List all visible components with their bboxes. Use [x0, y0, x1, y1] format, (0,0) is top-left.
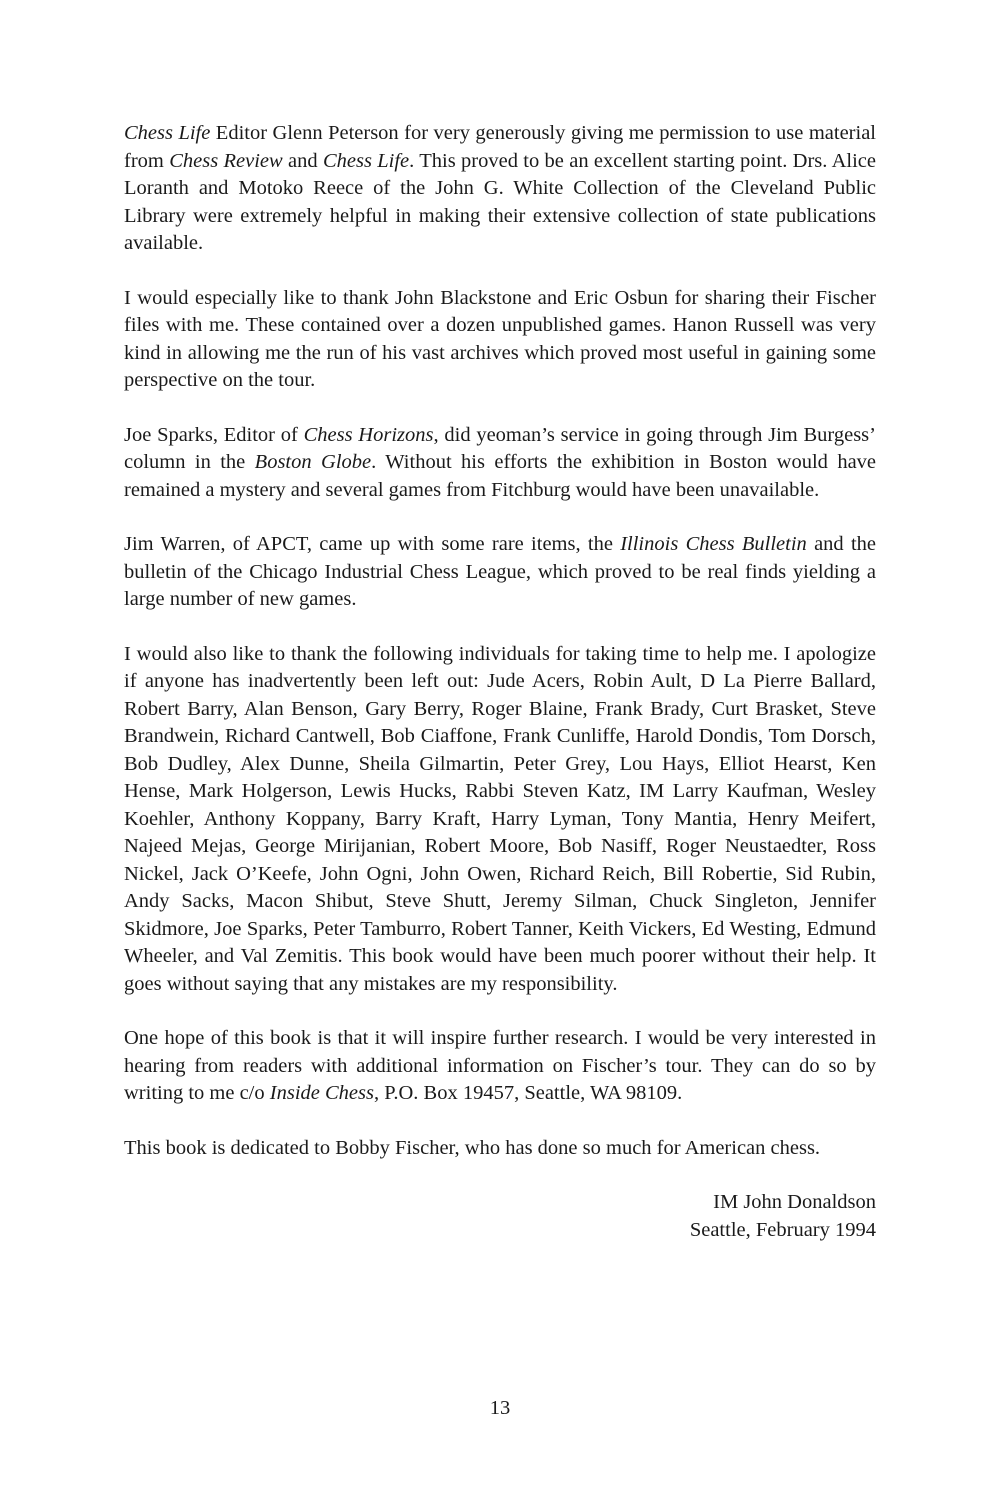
paragraph [124, 641, 876, 999]
italic-title: Illinois Chess Bulletin [620, 533, 807, 555]
text-run: One hope of this book is that it will inspire further research. I would be very interested in hearing from readers with additional information on Fischer’s tour. They can do so by writing to me c/o [124, 1027, 876, 1104]
italic-title: Chess Life [124, 122, 211, 144]
document-body [124, 120, 876, 1244]
italic-title: Chess Review [169, 149, 283, 172]
page-number: 13 [489, 1397, 511, 1419]
paragraph [124, 285, 876, 395]
text-run: and [282, 149, 323, 172]
text-run: I would especially like to thank John Blackstone and Eric Osbun for sharing their Fischer files with me. These contained over a dozen unpublished games. Hanon Russell was very kind in allowing me the run of his vast archives which proved most useful in gaining some perspective on the tour. [124, 286, 876, 391]
text-run: , did yeoman’s service in going through Jim Burgess’ column in the [124, 423, 876, 473]
text-run: , P.O. Box 19457, Seattle, WA 98109. [373, 1082, 683, 1104]
italic-title: Inside Chess [269, 1082, 374, 1104]
paragraph [124, 120, 876, 258]
text-run: Editor Glenn Peterson for very generously giving me permission to use material from [124, 122, 876, 172]
paragraph [124, 1025, 876, 1108]
text-run: . Without his efforts the exhibition in Boston would have remained a mystery and several games from Fitchburg would have been unavailable. [124, 451, 877, 501]
text-run: and the bulletin of the Chicago Industrial Chess League, which proved to be real finds yielding a large number of new games. [124, 533, 877, 610]
text-run: This book is dedicated to Bobby Fischer, who has done so much for American chess. [124, 1136, 821, 1159]
paragraph [124, 531, 876, 614]
signature-place-date: Seattle, February 1994 [689, 1218, 876, 1241]
text-run: Jim Warren, of APCT, came up with some rare items, the [124, 533, 621, 555]
paragraph-list [124, 120, 876, 1162]
italic-title: Chess Life [322, 149, 410, 172]
text-run: I would also like to thank the following individuals for taking time to help me. I apologize if anyone has inadvertently been left out: Jude Acers, Robin Ault, D La Pierre Ballard, Robert Barry, Alan Benson, Gary Berry, Roger Blaine, Frank Brady, Curt Brasket, Steve Brandwein, Richard Cantwell, Bob Ciaffone, Frank Cunliffe, Harold Dondis, Tom Dorsch, Bob Dudley, Alex Dunne, Sheila Gilmartin, Peter Grey, Lou Hays, Elliot Hearst, Ken Hense, Mark Holgerson, Lewis Hucks, Rabbi Steven Katz, IM Larry Kaufman, Wesley Koehler, Anthony Koppany, Barry Kraft, Harry Lyman, Tony Mantia, Henry Meifert, Najeed Mejas, George Mirijanian, Robert Moore, Bob Nasiff, Roger Neustaedter, Ross Nickel, Jack O’Keefe, John Ogni, John Owen, Richard Reich, Bill Robertie, Sid Rubin, Andy Sacks, Macon Shibut, Steve Shutt, Jeremy Silman, Chuck Singleton, Jennifer Skidmore, Joe Sparks, Peter Tamburro, Robert Tanner, Keith Vickers, Ed Westing, Edmund Wheeler, and Val Zemitis. This book would have been much poorer without their help. It goes without saying that any mistakes are my responsibility. [124, 642, 876, 995]
italic-title: Boston Globe [254, 451, 372, 473]
signature-block [124, 1189, 876, 1244]
text-run: . This proved to be an excellent starting point. Drs. Alice Loranth and Motoko Reece of the John G. White Collection of the Cleveland Public Library were extremely helpful in making their extensive collection of state publications available. [124, 149, 876, 254]
text-run: Joe Sparks, Editor of [124, 423, 304, 446]
italic-title: Chess Horizons [303, 423, 434, 446]
paragraph [124, 1135, 876, 1163]
paragraph [124, 422, 876, 505]
signature-name: IM John Donaldson [713, 1191, 876, 1213]
